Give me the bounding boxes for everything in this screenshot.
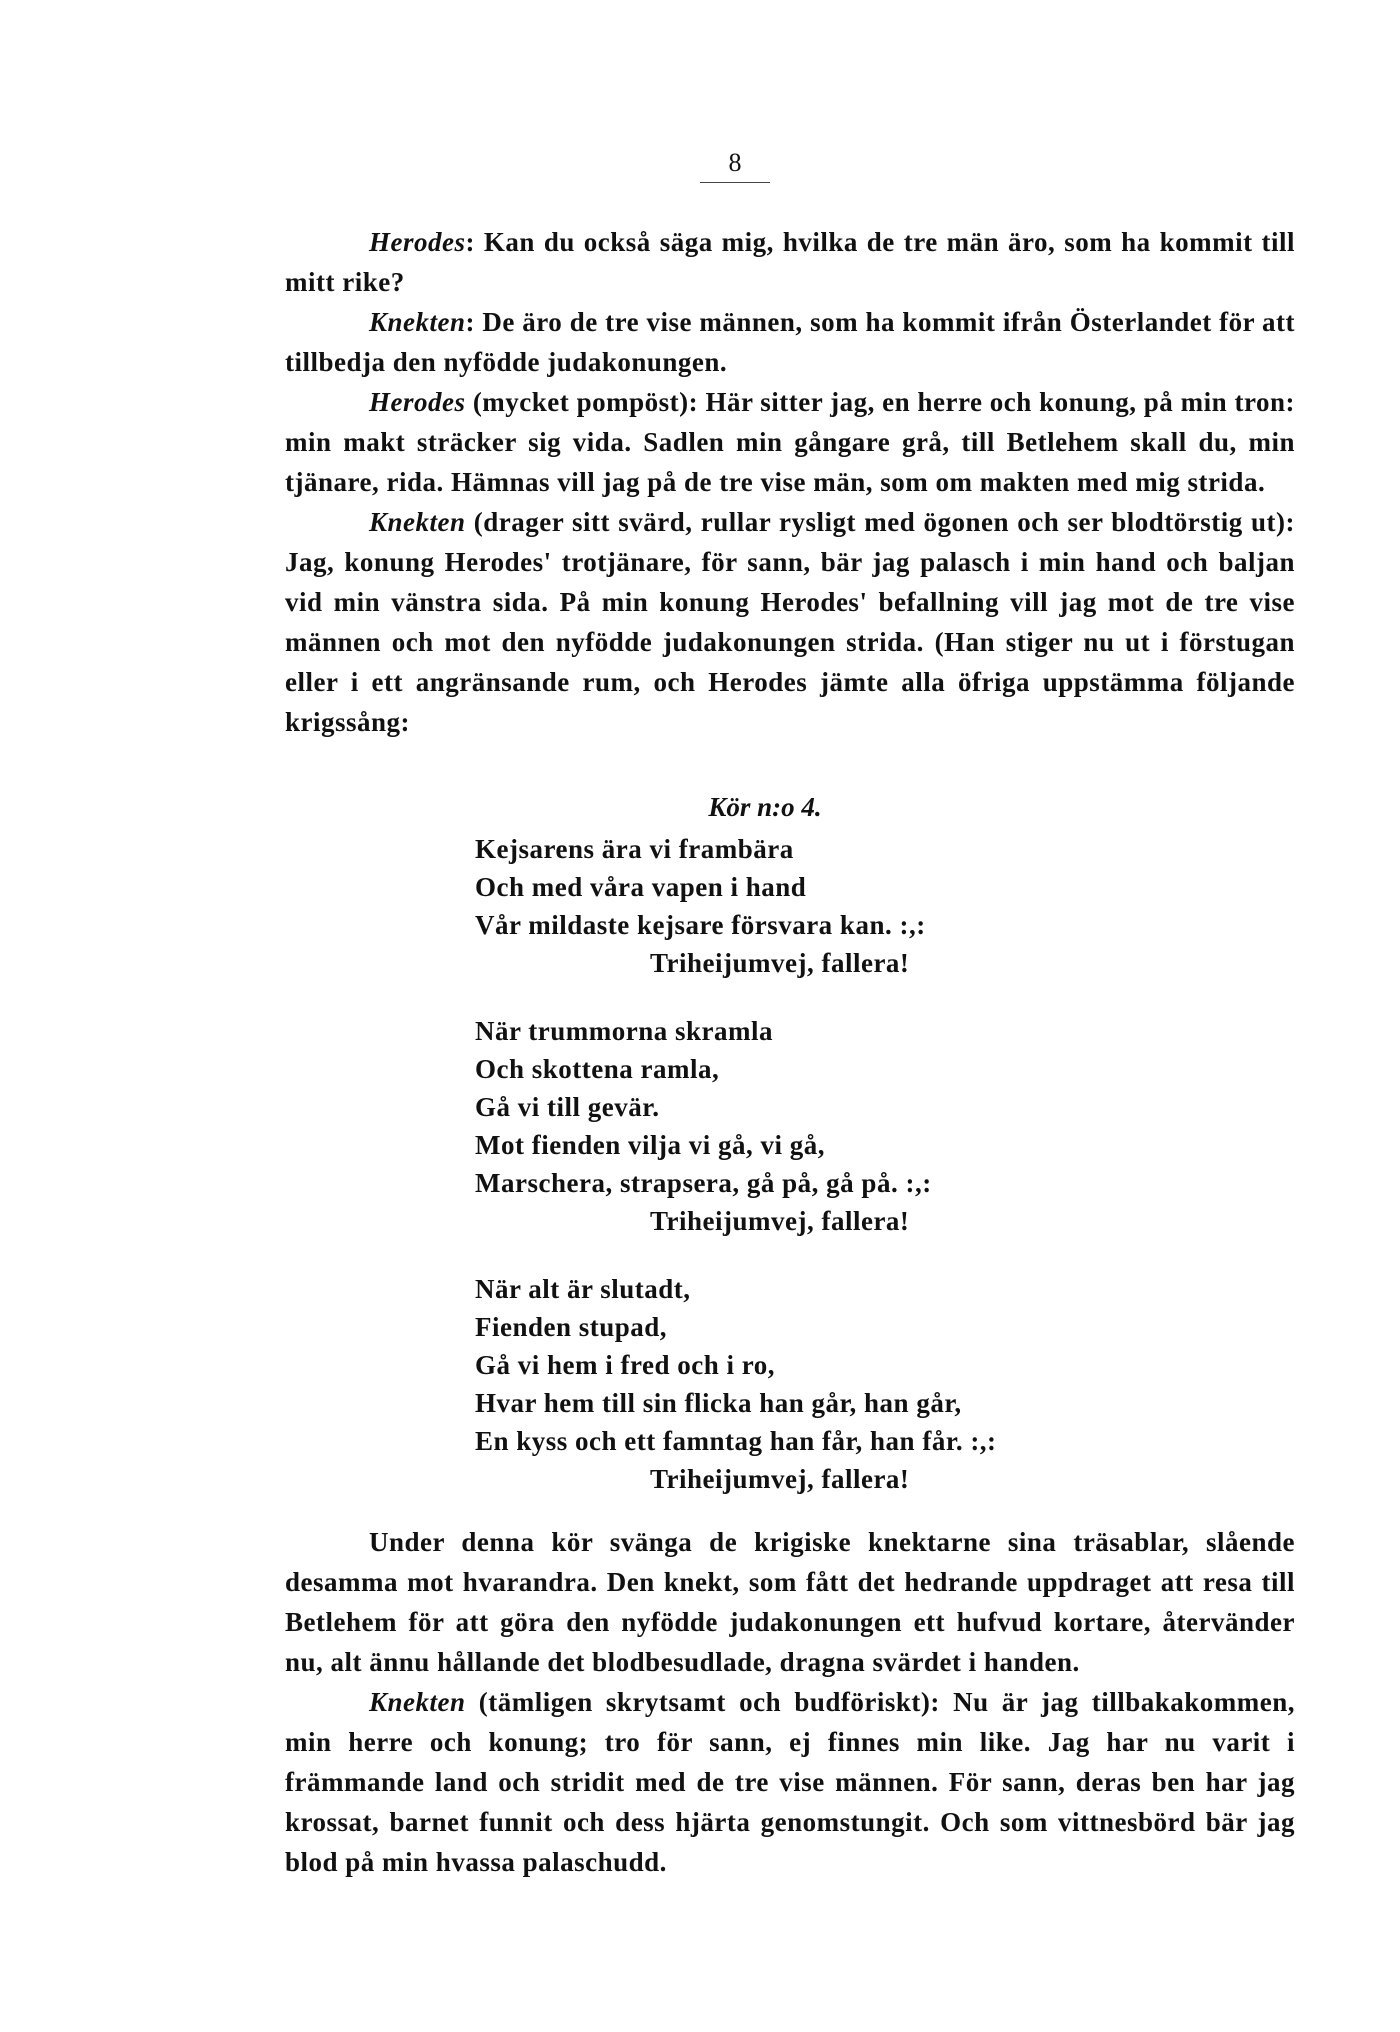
page-number-rule bbox=[700, 182, 770, 183]
dialogue-text: (tämligen skrytsamt och budföriskt): Nu är jag tillbakakommen, min herre och konung; tro för sann, ej finnes min like. Jag har nu varit i främmande land och stridit med de tre vise männen. För sann, deras ben har jag krossat, barnet funnit och dess hjärta genomstungit. Och som vittnesbörd bär jag blod på min hvassa palaschudd. bbox=[285, 1687, 1295, 1877]
song-line: Marschera, strapsera, gå på, gå på. :,: bbox=[475, 1168, 932, 1198]
speaker-name: Knekten bbox=[369, 507, 466, 537]
page-number bbox=[0, 148, 1400, 183]
speaker-name: Herodes bbox=[369, 227, 466, 257]
speaker-name: Knekten bbox=[369, 307, 466, 337]
dialogue-paragraph bbox=[285, 1682, 1295, 1882]
song-line: Och skottena ramla, bbox=[475, 1054, 720, 1084]
song-line: Kejsarens ära vi frambära bbox=[475, 834, 794, 864]
song-refrain: Triheijumvej, fallera! bbox=[650, 1206, 910, 1236]
dialogue-paragraph bbox=[285, 382, 1295, 502]
song-line: När trummorna skramla bbox=[475, 1016, 773, 1046]
song-refrain: Triheijumvej, fallera! bbox=[650, 948, 910, 978]
song-line: Gå vi hem i fred och i ro, bbox=[475, 1350, 775, 1380]
dialogue-text: : Kan du också säga mig, hvilka de tre män äro, som ha kommit till mitt rike? bbox=[285, 227, 1295, 297]
speaker-name: Knekten bbox=[369, 1687, 466, 1717]
dialogue-paragraph bbox=[285, 502, 1295, 742]
dialogue-block-bottom bbox=[285, 1522, 1295, 1882]
dialogue-text: : De äro de tre vise männen, som ha kommit ifrån Österlandet för att tillbedja den nyfödde judakonungen. bbox=[285, 307, 1295, 377]
dialogue-paragraph bbox=[285, 302, 1295, 382]
song-stanza bbox=[475, 1270, 1175, 1498]
stage-direction-text: Under denna kör svänga de krigiske knektarne sina träsablar, slående desamma mot hvarandra. Den knekt, som fått det hedrande uppdraget att resa till Betlehem för att göra den nyfödde judakonungen ett hufvud kortare, återvänder nu, alt ännu hållande det blodbesudlade, dragna svärdet i handen. bbox=[285, 1527, 1295, 1677]
dialogue-text: (mycket pompöst): Här sitter jag, en herre och konung, på min tron: min makt sträcker sig vida. Sadlen min gångare grå, till Betlehem skall du, min tjänare, rida. Hämnas vill jag på de tre vise män, som om makten med mig strida. bbox=[285, 387, 1295, 497]
song-line: Hvar hem till sin flicka han går, han går, bbox=[475, 1388, 962, 1418]
song-line: När alt är slutadt, bbox=[475, 1274, 691, 1304]
song-title: Kör n:o 4. bbox=[708, 792, 822, 822]
song-line: En kyss och ett famntag han får, han får. :,: bbox=[475, 1426, 997, 1456]
dialogue-block-top bbox=[285, 222, 1295, 742]
song-line: Vår mildaste kejsare försvara kan. :,: bbox=[475, 910, 926, 940]
dialogue-text: (drager sitt svärd, rullar rysligt med ögonen och ser blodtörstig ut): Jag, konung Herodes' trotjänare, för sann, bär jag palasch i min hand och baljan vid min vänstra sida. På min konung Herodes' befallning vill jag mot de tre vise männen och mot den nyfödde judakonungen strida. (Han stiger nu ut i förstugan eller i ett angränsande rum, och Herodes jämte alla öfriga uppstämma följande krigssång: bbox=[285, 507, 1295, 737]
page-number-text: 8 bbox=[728, 148, 742, 177]
speaker-name: Herodes bbox=[369, 387, 466, 417]
stage-direction-paragraph bbox=[285, 1522, 1295, 1682]
song-line: Gå vi till gevär. bbox=[475, 1092, 660, 1122]
song-stanza bbox=[475, 1012, 1175, 1240]
song-stanza bbox=[475, 830, 1175, 982]
song-line: Och med våra vapen i hand bbox=[475, 872, 807, 902]
dialogue-paragraph bbox=[285, 222, 1295, 302]
song-refrain: Triheijumvej, fallera! bbox=[650, 1464, 910, 1494]
song-line: Mot fienden vilja vi gå, vi gå, bbox=[475, 1130, 825, 1160]
song-line: Fienden stupad, bbox=[475, 1312, 668, 1342]
